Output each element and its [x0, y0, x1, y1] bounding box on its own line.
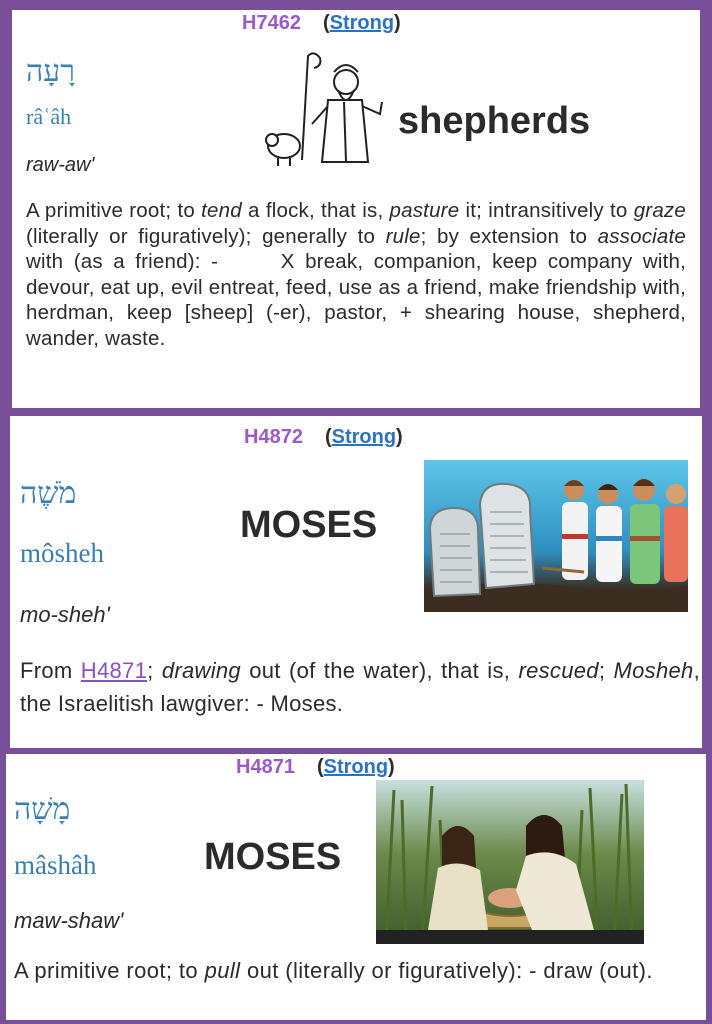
- hebrew-word: רָעָה: [26, 54, 75, 89]
- entry-card-h7462: [12, 10, 700, 408]
- entry-header: H7462 (Strong): [242, 12, 401, 34]
- entry-card-h4872: [10, 416, 702, 748]
- strong-link[interactable]: Strong: [331, 426, 397, 448]
- baby-moses-illustration: [376, 780, 644, 944]
- transliteration: mâshâh: [14, 850, 97, 880]
- definition: A primitive root; to pull out (literally or figuratively): - draw (out).: [14, 958, 653, 983]
- pronunciation: mo-sheh': [20, 602, 110, 627]
- entry-header: H4872 (Strong): [244, 426, 403, 448]
- headword: MOSES: [204, 836, 342, 878]
- strong-link[interactable]: Strong: [329, 12, 395, 34]
- hebrew-word: מֹשֶׁה: [20, 476, 77, 511]
- definition: From H4871; drawing out (of the water), that is, rescued; Mosheh, the Israelitish lawgiver: - Moses.: [20, 658, 700, 716]
- entry-header: H4871 (Strong): [236, 756, 395, 778]
- headword: shepherds: [398, 100, 591, 142]
- strong-number: H4872: [244, 426, 303, 448]
- strong-number: H7462: [242, 12, 301, 34]
- transliteration: râʿâh: [26, 104, 72, 129]
- entry-card-h4871: [6, 754, 706, 1020]
- strong-link[interactable]: Strong: [323, 756, 389, 778]
- ten-commandments-illustration: [424, 460, 688, 612]
- pronunciation: raw-aw': [26, 154, 95, 176]
- strong-number: H4871: [236, 756, 295, 778]
- headword: MOSES: [240, 504, 378, 546]
- definition: A primitive root; to tend a flock, that is, pasture it; intransitively to graze (literally or figuratively); generally to rule; by extension to associate with (as a friend): - X break, companion, keep company with, devour, eat up, evil entreat, feed, use as a friend, make friendship with, herdman, keep [sheep] (-er), pastor, + shearing house, shepherd, wander, waste.: [26, 199, 686, 350]
- transliteration: môsheh: [20, 538, 104, 568]
- hebrew-word: מָשָׁה: [14, 792, 71, 827]
- shepherd-illustration: [264, 50, 388, 170]
- related-entry-link[interactable]: H4871: [80, 658, 148, 683]
- pronunciation: maw-shaw': [14, 908, 124, 933]
